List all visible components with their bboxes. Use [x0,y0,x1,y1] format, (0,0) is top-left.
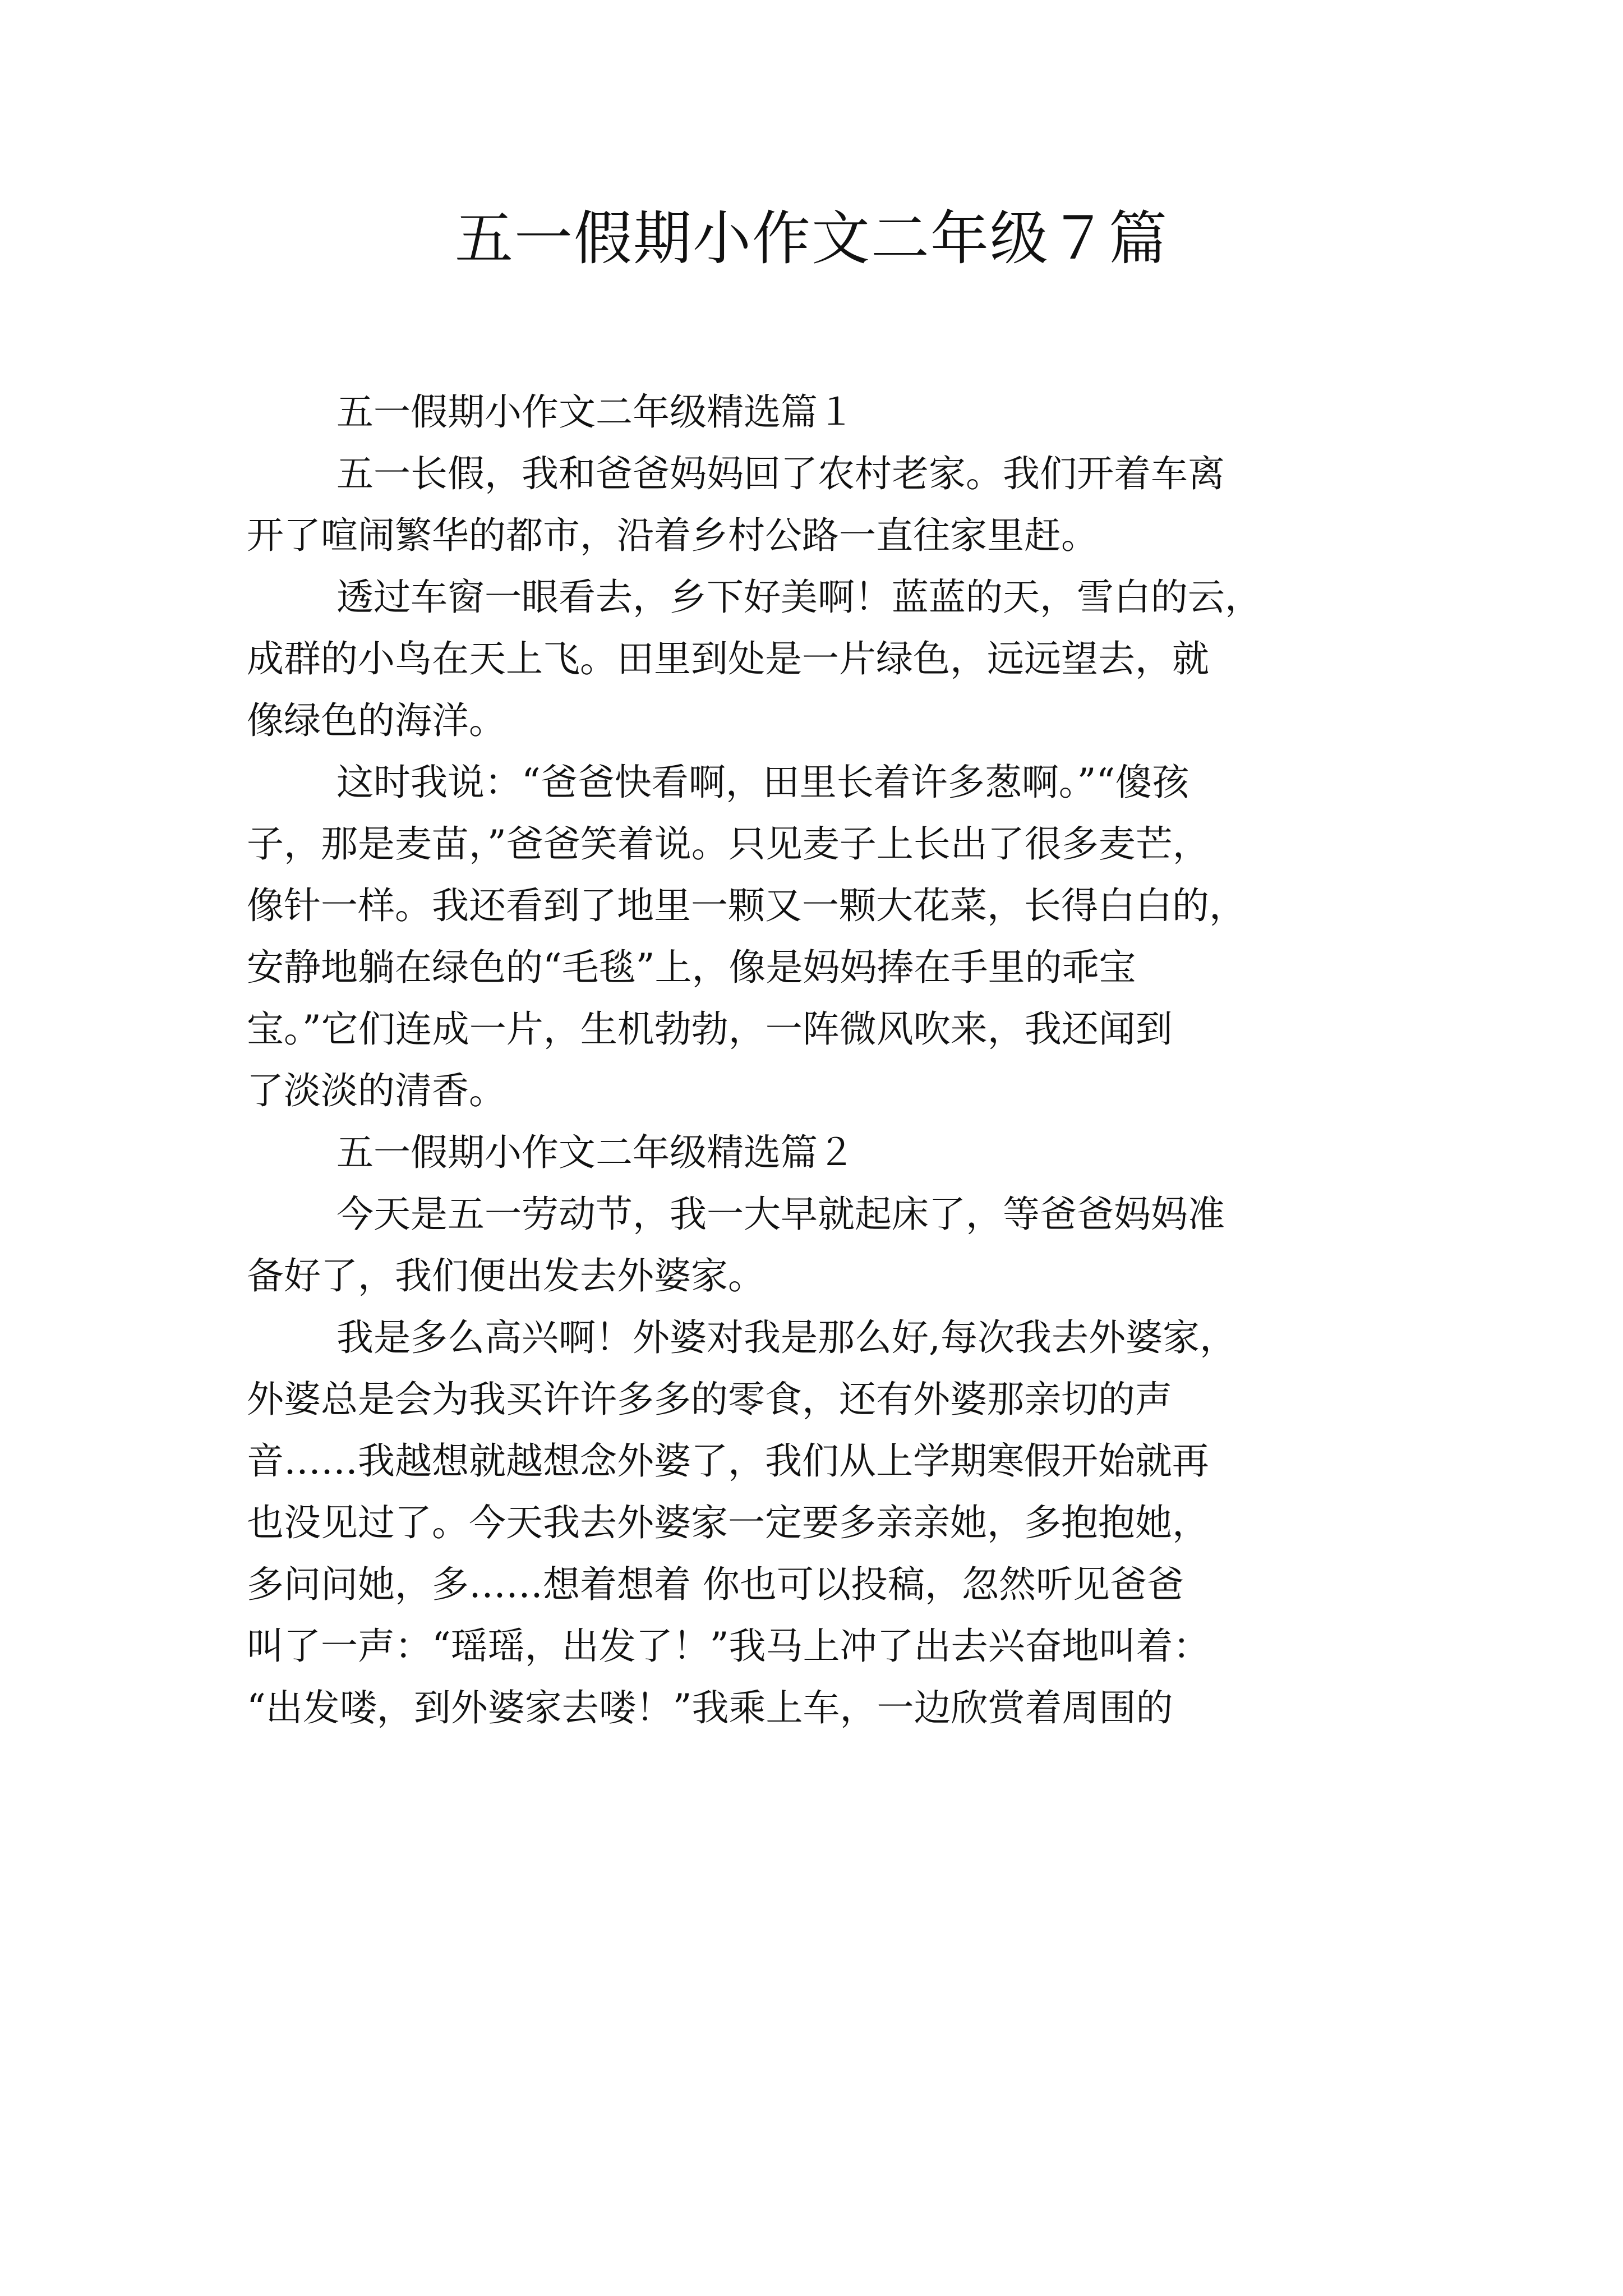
text-line: “出发喽，到外婆家去喽！”我乘上车，一边欣赏着周围的 [247,1686,1173,1729]
text-line: 安静地躺在绿色的“毛毯”上，像是妈妈捧在手里的乖宝 [247,946,1136,989]
document-body [247,381,1391,1739]
text-line: 备好了，我们便出发去外婆家。 [247,1254,765,1297]
text-line: 这时我说：“爸爸快看啊，田里长着许多葱啊。”“傻孩 [336,761,1189,804]
text-line: 成群的小鸟在天上飞。田里到处是一片绿色，远远望去，就 [247,637,1209,680]
text-line: 多问问她，多……想着想着 你也可以投稿，忽然听见爸爸 [247,1563,1184,1606]
paragraph [247,443,1391,567]
text-line: 也没见过了。今天我去外婆家一定要多亲亲她，多抱抱她， [247,1501,1209,1544]
text-line: 五一长假，我和爸爸妈妈回了农村老家。我们开着车离 [336,452,1225,495]
text-line: 外婆总是会为我买许许多多的零食，还有外婆那亲切的声 [247,1378,1172,1421]
text-line: 像针一样。我还看到了地里一颗又一颗大花菜，长得白白的， [247,884,1246,927]
paragraph [247,1122,1391,1184]
document-title: 五一假期小作文二年级７篇 [454,204,1168,273]
text-line: 开了喧闹繁华的都市，沿着乡村公路一直往家里赶。 [247,514,1098,557]
text-line: 音……我越想就越想念外婆了，我们从上学期寒假开始就再 [247,1439,1209,1483]
text-line: 宝。”它们连成一片，生机勃勃，一阵微风吹来，我还闻到 [247,1007,1173,1051]
text-line: 叫了一声：“瑶瑶，出发了！”我马上冲了出去兴奋地叫着： [247,1625,1210,1668]
paragraph [247,1184,1391,1307]
text-line: 我是多么高兴啊！外婆对我是那么好,每次我去外婆家， [336,1316,1237,1359]
paragraph [247,381,1391,443]
text-line: 像绿色的海洋。 [247,699,506,742]
text-line: 了淡淡的清香。 [247,1069,506,1112]
text-line: 五一假期小作文二年级精选篇１ [336,390,855,434]
paragraph [247,752,1391,1122]
text-line: 五一假期小作文二年级精选篇２ [336,1131,855,1174]
text-line: 今天是五一劳动节，我一大早就起床了，等爸爸妈妈准 [336,1193,1225,1236]
paragraph [247,1307,1391,1739]
text-line: 子，那是麦苗，”爸爸笑着说。只见麦子上长出了很多麦芒， [247,822,1210,866]
text-line: 透过车窗一眼看去，乡下好美啊！蓝蓝的天，雪白的云， [336,576,1262,619]
paragraph [247,567,1391,752]
